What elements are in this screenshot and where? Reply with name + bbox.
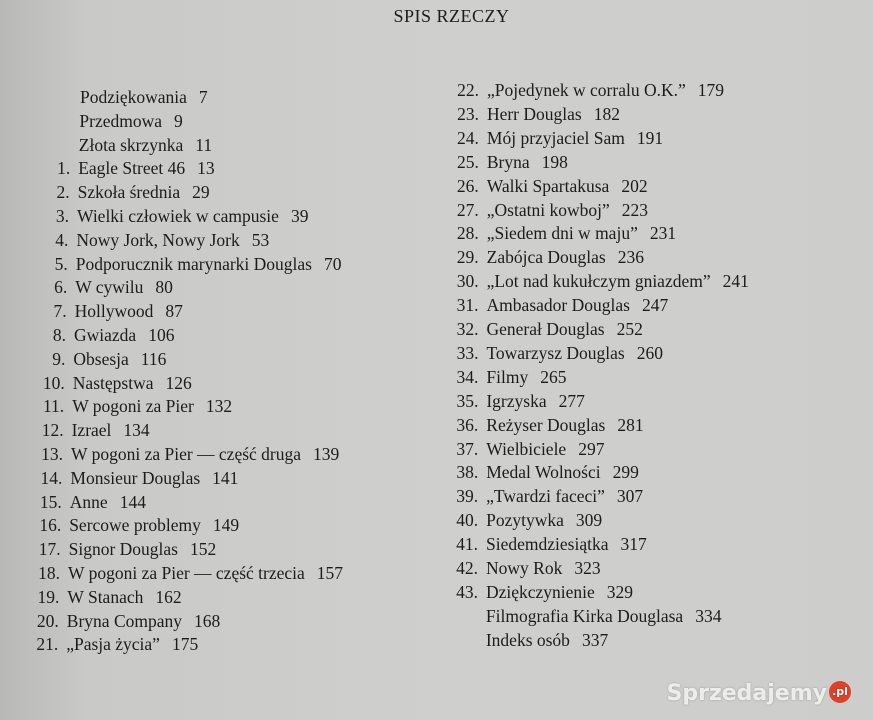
chapter-title: Nowy Jork, Nowy Jork	[76, 229, 240, 250]
toc-entry	[456, 414, 644, 436]
page-number: 7	[198, 87, 208, 107]
chapter-title: Obsesja	[73, 348, 129, 369]
chapter-number: 4.	[55, 229, 69, 250]
page-number: 134	[123, 420, 150, 441]
page-number: 175	[171, 634, 199, 655]
page-number: 334	[695, 605, 722, 626]
chapter-title: Anne	[69, 491, 108, 512]
chapter-title: Siedemdziesiątka	[486, 534, 609, 555]
chapter-number: 1.	[57, 158, 71, 179]
chapter-title: Złota skrzynka	[78, 134, 184, 155]
page-number: 281	[617, 414, 644, 435]
chapter-number: 13.	[41, 444, 63, 464]
chapter-number: 28.	[456, 223, 479, 244]
chapter-title: W cywilu	[75, 277, 144, 298]
chapter-number: 31.	[456, 295, 479, 316]
toc-entry	[54, 253, 342, 275]
page-number: 182	[593, 103, 620, 124]
chapter-title: Herr Douglas	[486, 103, 582, 124]
page-number: 53	[251, 229, 270, 250]
toc-entry	[79, 134, 212, 156]
page-number: 70	[324, 253, 342, 274]
chapter-title: Signor Douglas	[68, 539, 178, 560]
chapter-number: 11.	[42, 396, 65, 417]
chapter-title: Walki Spartakusa	[486, 175, 610, 196]
chapter-number: 23.	[457, 103, 479, 124]
chapter-number: 7.	[53, 301, 67, 322]
page-number: 252	[616, 319, 643, 339]
chapter-title: „Pojedynek w corralu O.K.”	[487, 80, 686, 100]
toc-entry	[52, 348, 167, 370]
toc-entry	[41, 443, 340, 465]
page-number: 144	[119, 491, 146, 512]
chapter-number: 34.	[456, 366, 479, 387]
toc-entry	[55, 205, 309, 227]
chapter-title: „Twardzi faceci”	[486, 486, 605, 507]
chapter-number: 40.	[456, 510, 479, 531]
chapter-number: 5.	[54, 253, 68, 274]
page-title: SPIS RZECZY	[393, 6, 510, 26]
toc-entry	[37, 586, 182, 608]
chapter-title: Medal Wolności	[486, 462, 601, 483]
toc-entry	[456, 438, 605, 460]
toc-entry	[36, 633, 199, 655]
chapter-title: Gwiazda	[74, 325, 137, 345]
chapter-title: Podporucznik marynarki Douglas	[75, 253, 312, 274]
chapter-number: 38.	[456, 462, 479, 483]
page-number: 236	[617, 247, 644, 268]
chapter-title: Bryna	[486, 151, 530, 172]
page-number: 317	[620, 534, 647, 555]
toc-entry	[456, 222, 677, 244]
toc-entry	[456, 461, 639, 483]
chapter-title: W pogoni za Pier — część trzecia	[68, 563, 305, 583]
chapter-title: Monsieur Douglas	[70, 467, 201, 488]
toc-entry	[42, 395, 233, 417]
toc-entry	[80, 86, 208, 108]
chapter-number: 14.	[40, 467, 63, 488]
toc-entry	[38, 538, 217, 560]
page-number: 241	[722, 271, 749, 292]
chapter-title: Przedmowa	[79, 110, 163, 131]
page-number: 80	[155, 277, 173, 298]
chapter-number: 20.	[36, 610, 59, 631]
chapter-number: 10.	[42, 372, 65, 393]
toc-entry	[456, 485, 644, 507]
page-number: 179	[697, 80, 725, 100]
page-number: 168	[194, 610, 221, 631]
toc-entry	[456, 533, 647, 555]
chapter-number: 37.	[456, 438, 479, 459]
chapter-title: Sercowe problemy	[69, 515, 201, 536]
page-number: 29	[192, 182, 210, 203]
toc-entry	[456, 557, 601, 579]
page-number: 162	[155, 586, 182, 607]
chapter-title: „Siedem dni w maju”	[486, 223, 638, 244]
toc-entry	[55, 229, 270, 251]
chapter-number: 19.	[37, 586, 60, 607]
chapter-number: 33.	[456, 342, 479, 363]
chapter-title: Igrzyska	[486, 390, 547, 411]
page-number: 139	[313, 444, 340, 464]
toc-entry	[40, 467, 239, 489]
chapter-number: 8.	[52, 325, 66, 345]
page-number: 116	[140, 348, 167, 369]
toc-entry	[57, 157, 215, 179]
toc-entry	[457, 103, 620, 125]
page-number: 299	[612, 462, 639, 483]
page-number: 277	[558, 390, 585, 411]
toc-entry	[456, 366, 567, 388]
chapter-number: 16.	[39, 515, 62, 536]
page-number: 191	[636, 127, 664, 148]
chapter-number: 29.	[456, 247, 479, 268]
chapter-title: Filmografia Kirka Douglasa	[485, 605, 684, 626]
chapter-title: Eagle Street 46	[78, 158, 186, 179]
chapter-number: 24.	[457, 127, 479, 148]
chapter-title: W pogoni za Pier	[72, 396, 194, 417]
chapter-number: 26.	[456, 175, 479, 196]
chapter-number: 43.	[456, 581, 478, 602]
chapter-title: „Ostatni kowboj”	[486, 199, 610, 220]
toc-entry	[456, 509, 603, 531]
chapter-title: Podziękowania	[80, 87, 187, 107]
page-number: 323	[574, 558, 601, 578]
chapter-title: Hollywood	[74, 301, 154, 322]
page-number: 260	[636, 342, 663, 363]
chapter-title: Wielbiciele	[486, 438, 567, 459]
page-number: 87	[165, 301, 183, 322]
page-number: 106	[148, 325, 175, 345]
chapter-title: Pozytywka	[486, 510, 564, 531]
page-number: 152	[189, 539, 217, 560]
toc-entry	[56, 181, 210, 203]
page-number: 11	[195, 134, 213, 155]
chapter-number: 22.	[457, 80, 479, 100]
toc-entry	[39, 491, 146, 513]
chapter-title: Generał Douglas	[486, 319, 605, 339]
toc-entry	[457, 127, 664, 149]
chapter-title: Bryna Company	[66, 610, 182, 631]
chapter-title: Ambasador Douglas	[486, 295, 630, 316]
chapter-number: 15.	[39, 491, 62, 512]
chapter-number: 18.	[38, 563, 60, 583]
watermark-badge: .pl	[829, 681, 851, 703]
toc-entry	[456, 390, 585, 412]
page-number: 141	[212, 467, 239, 488]
watermark-logo	[667, 681, 852, 706]
toc-entry	[456, 294, 669, 316]
chapter-title: Szkoła średnia	[77, 182, 181, 203]
chapter-number: 21.	[36, 634, 59, 655]
page-number: 329	[606, 581, 634, 602]
page-number: 247	[641, 295, 669, 316]
page-number: 157	[316, 563, 344, 583]
toc-entry	[456, 175, 648, 197]
chapter-title: Dziękczynienie	[485, 581, 595, 602]
chapter-title: Zabójca Douglas	[486, 247, 606, 268]
page-number: 231	[649, 223, 677, 244]
chapter-number: 30.	[456, 271, 479, 292]
chapter-title: „Pasja życia”	[66, 634, 160, 655]
chapter-number: 39.	[456, 486, 479, 507]
chapter-number: 32.	[456, 319, 479, 339]
toc-entry	[54, 276, 173, 298]
page-number: 126	[165, 372, 192, 393]
chapter-title: Indeks osób	[485, 629, 570, 650]
page-number: 309	[575, 510, 603, 531]
toc-entry	[38, 562, 344, 584]
toc-entry	[52, 324, 175, 346]
chapter-number: 42.	[456, 558, 478, 578]
page-number: 132	[205, 396, 233, 417]
page-number: 39	[290, 206, 309, 226]
toc-entry	[456, 199, 648, 221]
chapter-number: 17.	[38, 539, 61, 560]
chapter-number: 36.	[456, 414, 479, 435]
chapter-number: 27.	[456, 199, 479, 220]
toc-entry	[456, 318, 643, 340]
chapter-number: 35.	[456, 390, 479, 411]
toc-entry	[42, 372, 192, 394]
watermark-text: Sprzedajemy	[666, 681, 827, 706]
page-number: 149	[212, 515, 240, 536]
page-number: 198	[541, 151, 568, 172]
chapter-title: Filmy	[486, 366, 529, 387]
chapter-number: 41.	[456, 534, 479, 555]
page-number: 13	[197, 158, 215, 179]
toc-entry	[486, 629, 608, 651]
chapter-number: 25.	[456, 151, 479, 172]
chapter-title: Towarzysz Douglas	[486, 342, 625, 363]
chapter-number: 2.	[56, 182, 70, 203]
chapter-title: W Stanach	[67, 586, 144, 607]
page-number: 307	[616, 486, 644, 507]
toc-entry	[79, 110, 182, 132]
chapter-title: Następstwa	[72, 372, 154, 393]
toc-entry	[486, 605, 722, 627]
page-number: 9	[174, 110, 183, 131]
chapter-title: W pogoni za Pier — część druga	[71, 444, 302, 464]
toc-entry	[456, 246, 644, 268]
chapter-number: 9.	[52, 348, 66, 369]
toc-entry	[456, 342, 663, 364]
toc-entry	[456, 270, 749, 292]
toc-entry	[41, 419, 150, 441]
chapter-title: Reżyser Douglas	[486, 414, 606, 435]
toc-entry	[36, 610, 221, 632]
chapter-title: „Lot nad kukułczym gniazdem”	[486, 271, 711, 292]
toc-entry	[53, 300, 183, 322]
toc-entry	[456, 581, 634, 603]
chapter-number: 3.	[55, 206, 69, 226]
chapter-title: Nowy Rok	[486, 558, 563, 578]
toc-entry	[456, 151, 568, 173]
chapter-title: Izrael	[71, 420, 112, 441]
page-number: 265	[540, 366, 567, 387]
page-number: 337	[581, 629, 609, 650]
chapter-title: Wielki człowiek w campusie	[77, 206, 279, 226]
toc-entry	[39, 514, 240, 536]
page-number: 202	[621, 175, 648, 196]
chapter-title: Mój przyjaciel Sam	[486, 127, 625, 148]
chapter-number: 6.	[54, 277, 68, 298]
page-number: 297	[578, 438, 605, 459]
toc-entry	[457, 79, 725, 101]
page-number: 223	[621, 199, 648, 220]
chapter-number: 12.	[41, 420, 64, 441]
